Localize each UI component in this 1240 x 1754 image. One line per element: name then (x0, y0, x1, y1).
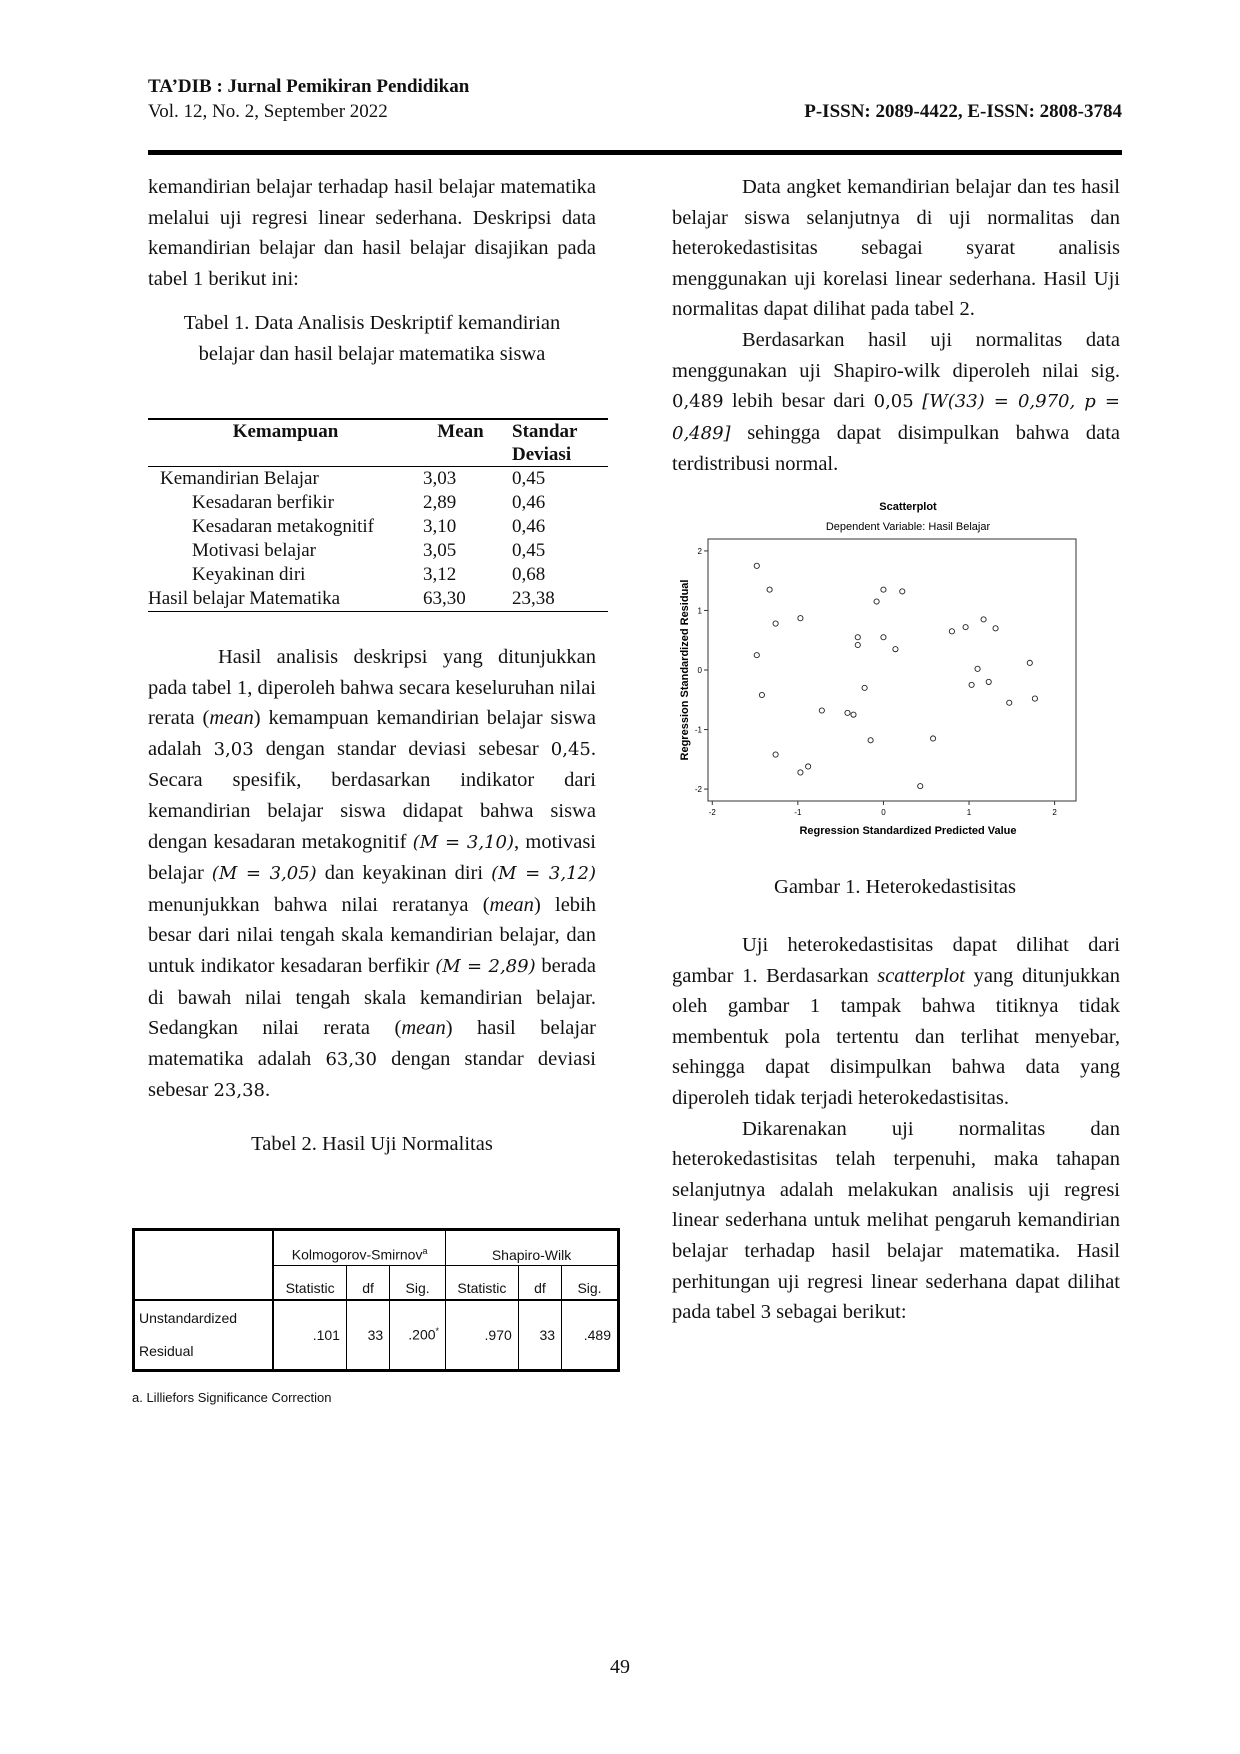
scatter-point (1032, 696, 1037, 701)
math-expression: (M = 3,05) (211, 863, 317, 885)
table2-value: 33 (518, 1300, 561, 1371)
table2-value: .200 (408, 1326, 436, 1343)
table1-caption (148, 308, 596, 369)
text-run: Uji heterokedastisitas dapat dilihat dari gambar 1. Berdasarkan (672, 934, 1120, 987)
table1 (148, 418, 608, 612)
text-em: mean (209, 707, 254, 730)
table1-cell-mean: 63,30 (423, 588, 466, 609)
table1-cell-sd: 0,46 (512, 516, 546, 537)
y-tick-label: 0 (697, 666, 702, 675)
x-tick-label: 2 (1052, 808, 1057, 817)
table2-row-label-2: Residual (139, 1342, 194, 1359)
table2-corner (134, 1230, 274, 1300)
table-row (148, 467, 608, 492)
table2 (132, 1228, 620, 1405)
math-expression: (M = 3,12) (491, 863, 596, 885)
scatter-point (975, 666, 980, 671)
right-paragraph-3 (672, 930, 1120, 1114)
math-expression: (M = 3,10) (412, 831, 515, 853)
journal-title: TA’DIB : Jurnal Pemikiran Pendidikan (148, 76, 470, 97)
figure-caption: Gambar 1. Heterokedastisitas (774, 876, 1016, 898)
table1-cell-mean: 3,10 (423, 516, 457, 537)
text-run: dengan standar deviasi sebesar (253, 737, 551, 760)
scatterplot-figure (670, 492, 1120, 898)
table1-cell-sd: 0,68 (512, 564, 546, 585)
table2-value-sig (390, 1300, 446, 1371)
right-paragraph-2 (672, 325, 1120, 480)
header-rule (148, 150, 1122, 155)
text-run: sehingga dapat disimpulkan bahwa data terdistribusi normal. (672, 421, 1120, 476)
x-tick-label: -2 (708, 808, 716, 817)
table2-group-ks-sup: a (422, 1246, 428, 1257)
table2-value: 33 (346, 1300, 389, 1371)
text-run: ) kemampuan kemandirian belajar siswa adalah (148, 707, 596, 760)
table2-col-statistic: Statistic (446, 1266, 519, 1300)
scatter-point (949, 629, 954, 634)
table2-row-label-1: Unstandardized (139, 1309, 238, 1326)
table1-header-mean: Mean (437, 421, 484, 442)
text-run: ) hasil belajar matematika adalah (148, 1017, 596, 1070)
scatter-point (900, 589, 905, 594)
table-row (148, 491, 608, 515)
table1-cell-sd: 23,38 (512, 588, 555, 609)
table1-cell-sd: 0,45 (512, 540, 546, 561)
right-paragraph-4: Dikarenakan uji normalitas dan heterokedastisitas telah terpenuhi, maka tahapan selanjutnya adalah melakukan analisis uji regresi linear sederhana untuk melihat pengaruh kemandirian belajar terhadap hasil belajar matematika. Hasil perhitungan uji regresi linear sederhana dapat dilihat pada tabel 3 sebagai berikut: (672, 1117, 1120, 1324)
table1-cell-label: Keyakinan diri (192, 564, 306, 585)
scatter-point (963, 625, 968, 630)
table2-caption: Tabel 2. Hasil Uji Normalitas (251, 1132, 493, 1155)
scatter-point (855, 635, 860, 640)
scatter-point (855, 642, 860, 647)
table1-cell-sd: 0,45 (512, 468, 546, 489)
table-row (148, 563, 608, 587)
table1-cell-label: Hasil belajar Matematika (148, 588, 341, 609)
table2-row-label (134, 1300, 274, 1371)
y-tick-label: -2 (694, 785, 702, 795)
text-em: mean (401, 1017, 446, 1040)
table-row (148, 539, 608, 563)
table1-cell-mean: 3,03 (423, 468, 457, 489)
text-em: scatterplot (877, 964, 965, 987)
scatter-point (874, 599, 879, 604)
text-run: . (265, 1079, 271, 1102)
table1-header-sd-1: Standar (512, 421, 578, 442)
scatter-point (767, 587, 772, 592)
scatter-point (881, 587, 886, 592)
text-run: dan keyakinan diri (316, 862, 492, 885)
table1-cell-label: Motivasi belajar (192, 540, 316, 561)
table1-header-sd (498, 419, 608, 443)
scatter-point (862, 685, 867, 690)
table2-col-df: df (518, 1266, 561, 1300)
math-expression: (M = 2,89) (435, 955, 536, 977)
scatter-point (969, 682, 974, 687)
table1-cell-mean: 2,89 (423, 492, 457, 513)
math-value: 0,45 (550, 738, 591, 760)
scatter-point (754, 653, 759, 658)
table1-cell-label: Kesadaran metakognitif (192, 516, 375, 537)
left-column-lower (148, 642, 596, 1160)
scatter-point (773, 752, 778, 757)
y-tick-label: -1 (694, 725, 702, 735)
chart-xlabel: Regression Standardized Predicted Value (799, 825, 1017, 837)
scatter-point (819, 708, 824, 713)
scatter-point (918, 784, 923, 789)
right-column-lower (672, 930, 1120, 1328)
scatter-points (754, 563, 1037, 789)
x-tick-label: 1 (966, 808, 972, 817)
table2-col-sig: Sig. (577, 1279, 602, 1296)
scatter-point (798, 616, 803, 621)
table-row (148, 515, 608, 539)
scatter-point (881, 635, 886, 640)
table2-col-statistic: Statistic (273, 1266, 346, 1300)
table1-cell-mean: 3,12 (423, 564, 457, 585)
scatter-point (806, 764, 811, 769)
chart-subtitle: Dependent Variable: Hasil Belajar (825, 521, 991, 533)
table1-cell-label: Kesadaran berfikir (192, 492, 334, 513)
text-run: yang ditunjukkan oleh gambar 1 tampak bahwa titiknya tidak membentuk pola tertentu dan terlihat menyebar, sehingga dapat disimpulkan bahwa data yang diperoleh tidak terjadi heterokedastisitas. (672, 964, 1120, 1109)
scatter-point (930, 736, 935, 741)
scatter-point (893, 647, 898, 652)
table2-col-sig: Sig. (390, 1266, 446, 1300)
scatter-point (981, 617, 986, 622)
chart-ylabel: Regression Standardized Residual (679, 579, 691, 761)
left-paragraph-2 (148, 642, 596, 1107)
journal-volume: Vol. 12, No. 2, September 2022 (148, 101, 388, 122)
math-value: 0,05 (873, 391, 914, 413)
scatter-point (798, 770, 803, 775)
page-number: 49 (610, 1656, 630, 1678)
text-run: dengan standar deviasi sebesar (148, 1047, 596, 1102)
math-value: 3,03 (213, 738, 254, 760)
text-run: lebih besar dari (723, 390, 874, 413)
table2-col-df: df (346, 1266, 389, 1300)
table1-cell-mean: 3,05 (423, 540, 457, 561)
right-paragraph-1: Data angket kemandirian belajar dan tes hasil belajar siswa selanjutnya di uji normalitas dan heterokedastisitas sebagai syarat analisis menggunakan uji korelasi linear sederhana. Hasil Uji normalitas dapat dilihat pada tabel 2. (672, 176, 1120, 321)
y-tick-label: 2 (697, 546, 702, 556)
x-tick-label: -1 (794, 808, 802, 817)
scatter-point (1027, 660, 1032, 665)
scatter-point (845, 710, 850, 715)
table2-group-sw: Shapiro-Wilk (446, 1230, 619, 1266)
text-run: , motivasi belajar (148, 830, 597, 885)
table2-sig-mark: * (435, 1326, 440, 1337)
table1-cell-label: Kemandirian Belajar (160, 468, 319, 489)
scatter-point (759, 692, 764, 697)
text-run: ) lebih besar dari nilai tengah skala kemandirian belajar, dan untuk indikator kesadaran berfikir (148, 893, 596, 977)
math-value: 23,38 (213, 1080, 265, 1102)
scatter-point (986, 679, 991, 684)
table2-value: .489 (583, 1326, 611, 1343)
left-paragraph-1: kemandirian belajar terhadap hasil belajar matematika melalui uji regresi linear sederhana. Deskripsi data kemandirian belajar dan hasil belajar disajikan pada tabel 1 berikut ini: (148, 176, 596, 290)
scatterplot-chart (670, 492, 1120, 848)
scatter-point (868, 738, 873, 743)
math-expression: [W(33) = 0,970, p = 0,489] (672, 391, 1120, 444)
table2-value: .970 (446, 1300, 519, 1371)
table1-header-kemampuan: Kemampuan (232, 421, 339, 442)
table2-footnote: a. Lilliefors Significance Correction (132, 1389, 332, 1405)
scatter-point (773, 621, 778, 626)
text-run: Hasil analisis deskripsi yang ditunjukkan pada tabel 1, diperoleh bahwa secara keseluruhan nilai rerata ( (148, 646, 596, 730)
table-row (148, 587, 608, 612)
table2-value: .101 (273, 1300, 346, 1371)
text-run: Berdasarkan hasil uji normalitas data menggunakan uji Shapiro-wilk diperoleh nilai sig. (672, 328, 1120, 382)
plot-frame (708, 539, 1076, 801)
table2-group-ks-label: Kolmogorov-Smirnov (291, 1247, 423, 1263)
right-column (672, 172, 1120, 480)
table-row (134, 1300, 619, 1371)
text-run: berada di bawah nilai tengah skala kemandirian belajar. Sedangkan nilai rerata ( (148, 954, 596, 1040)
scatter-point (993, 626, 998, 631)
scatter-point (754, 563, 759, 568)
table1-header-sd-2: Deviasi (512, 444, 572, 465)
scatter-point (851, 712, 856, 717)
table1-caption-line1: Tabel 1. Data Analisis Deskriptif kemandirian (183, 312, 561, 335)
math-value: 0,489 (672, 391, 724, 413)
chart-title: Scatterplot (879, 501, 937, 513)
scatter-point (1007, 700, 1012, 705)
text-run: menunjukkan bahwa nilai reratanya ( (148, 893, 490, 916)
math-value: 63,30 (325, 1048, 377, 1070)
x-tick-label: 0 (881, 808, 886, 817)
y-tick-label: 1 (697, 606, 702, 616)
table2-group-ks (273, 1230, 445, 1266)
text-run: . Secara spesifik, berdasarkan indikator dari kemandirian belajar siswa didapat bahwa siswa dengan kesadaran metakognitif (148, 737, 596, 853)
table1-caption-line2: belajar dan hasil belajar matematika siswa (198, 342, 546, 365)
text-em: mean (489, 893, 534, 916)
table1-cell-sd: 0,46 (512, 492, 546, 513)
axis-ticks (695, 547, 1058, 817)
journal-issn: P-ISSN: 2089-4422, E-ISSN: 2808-3784 (804, 101, 1122, 122)
left-column (148, 172, 596, 370)
